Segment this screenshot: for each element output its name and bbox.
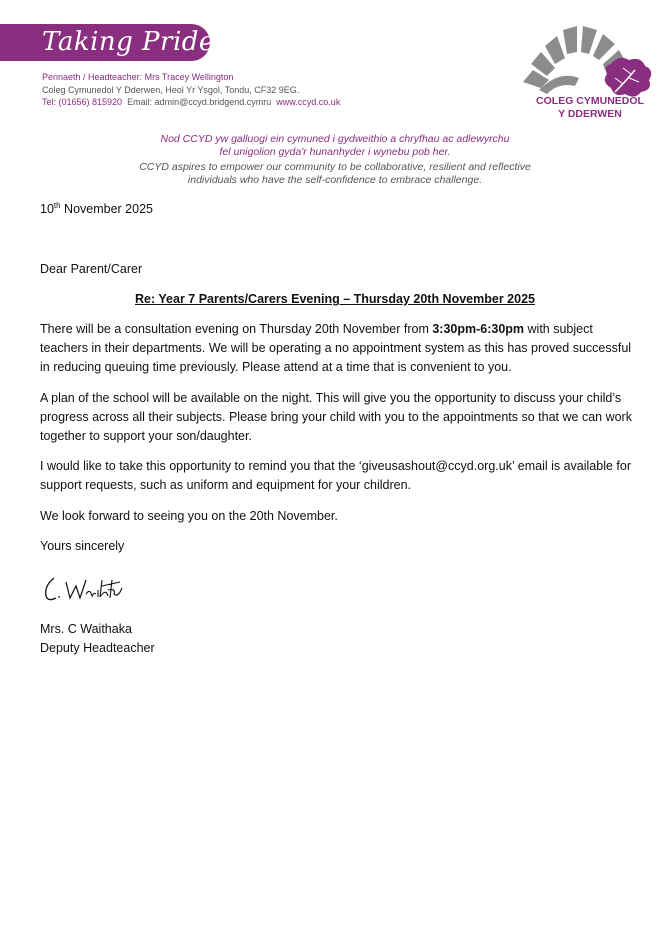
paragraph-3: I would like to take this opportunity to remind you that the ‘giveusashout@ccyd.org.uk’ email is available for support requests, such as uniform and equipment for your children.: [40, 459, 632, 492]
logo-text: [520, 95, 660, 121]
paragraph-1-end: with subject teachers in their departments. We will be operating a no appointment system as this has proved successful in reducing queuing time previously. Please attend at a time that is convenient to you.: [40, 322, 632, 374]
english-motto: [0, 161, 670, 187]
headteacher-label: Pennaeth / Headteacher:: [42, 72, 145, 82]
website-link[interactable]: www.ccyd.co.uk: [276, 97, 341, 107]
english-motto-line-1: CCYD aspires to empower our community to be collaborative, resilient and reflective: [139, 161, 531, 173]
date-day: 10: [40, 202, 54, 216]
signer-name: Mrs. C Waithaka: [40, 622, 132, 636]
signer-block: [40, 620, 640, 658]
email-address: Email: admin@ccyd.bridgend.cymru: [127, 97, 272, 107]
contact-line: [42, 96, 340, 109]
banner-title: Taking Pride: [42, 27, 215, 57]
school-address: Coleg Cymunedol Y Dderwen, Heol Yr Ysgol, Tondu, CF32 9EG.: [42, 84, 300, 95]
date-suffix: th: [53, 200, 61, 210]
paragraph-2: A plan of the school will be available on the night. This will give you the opportunity to discuss your child’s progress across all their subjects. Please bring your child with you to the appointments so that we can work together to support your son/daughter.: [40, 391, 632, 443]
headteacher-name: Mrs Tracey Wellington: [144, 72, 234, 82]
date-rest: November 2025: [60, 202, 153, 216]
signer-title: Deputy Headteacher: [40, 641, 155, 655]
school-contact-block: [42, 71, 340, 109]
closing: Yours sincerely: [40, 539, 125, 553]
welsh-motto-line-1: Nod CCYD yw galluogi ein cymuned i gydweithio a chryfhau ac adlewyrchu: [160, 133, 510, 145]
salutation: Dear Parent/Carer: [40, 262, 143, 276]
welsh-motto-line-2: fel unigolion gyda'r hunanhyder i wynebu pob her.: [219, 146, 451, 158]
evening-times: 3:30pm-6:30pm: [432, 322, 525, 336]
paragraph-1: [40, 320, 640, 377]
taking-pride-banner: [0, 24, 215, 61]
english-motto-line-2: individuals who have the self-confidence to embrace challenge.: [187, 174, 483, 186]
welsh-motto: [0, 133, 670, 159]
letter-date: [40, 200, 640, 219]
paragraph-4: We look forward to seeing you on the 20th November.: [40, 509, 338, 523]
logo-line-1: COLEG CYMUNEDOL: [536, 95, 644, 107]
headteacher-line: [42, 71, 340, 84]
logo-line-2: Y DDERWEN: [558, 108, 622, 120]
signature-image: [40, 570, 140, 608]
letter-subject: Re: Year 7 Parents/Carers Evening – Thursday 20th November 2025: [135, 292, 535, 306]
paragraph-1-start: There will be a consultation evening on Thursday 20th November from: [40, 322, 433, 336]
telephone: Tel: (01656) 815920: [42, 97, 123, 107]
